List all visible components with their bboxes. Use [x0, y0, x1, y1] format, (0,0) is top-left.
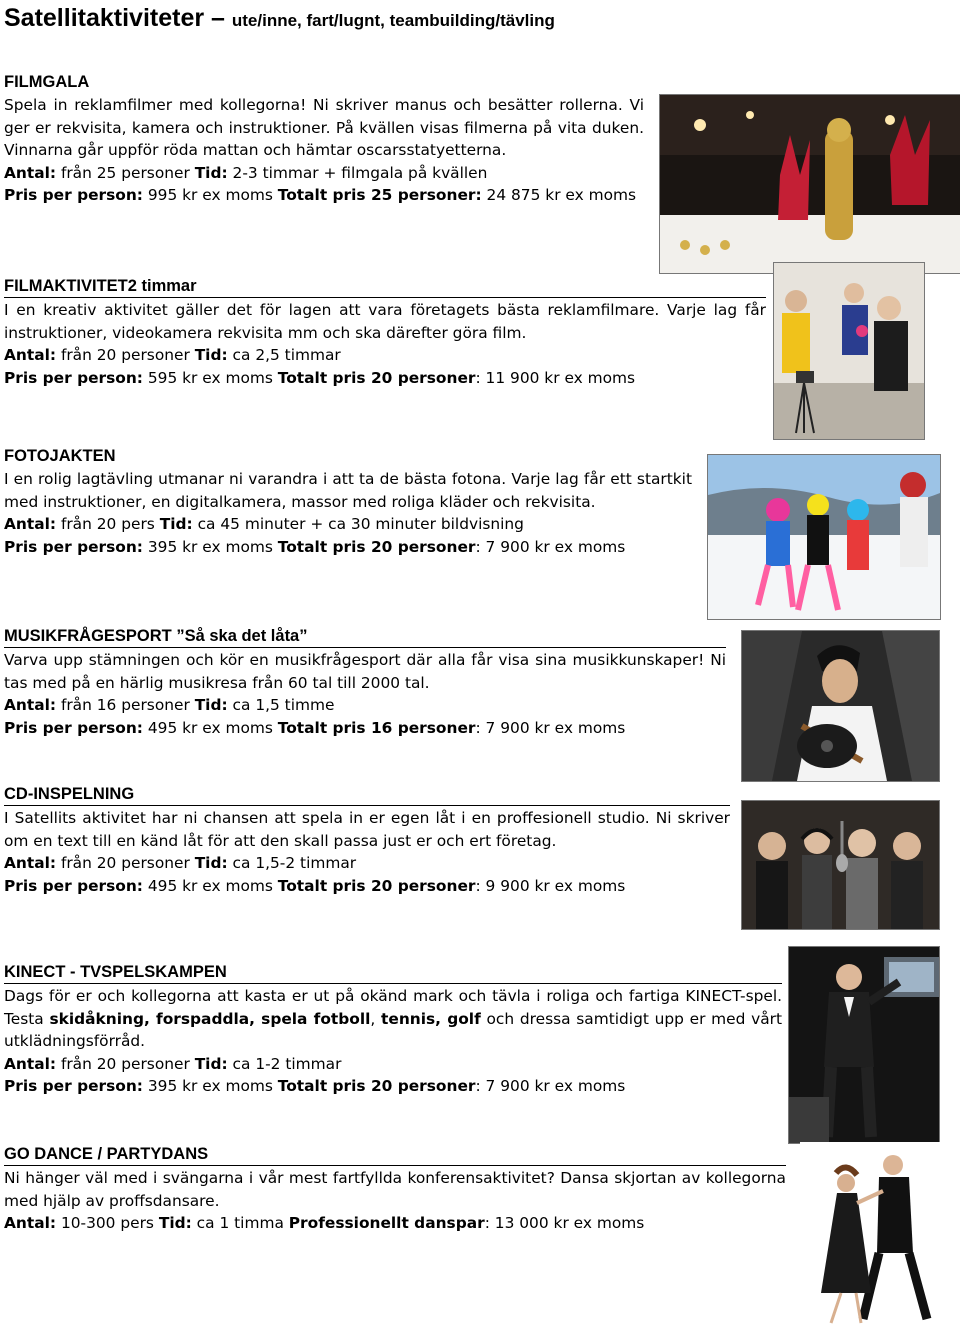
section-description: I Satellits aktivitet har ni chansen att spela in er egen låt i en proffesionell studio. Ni skriver om en text till en känd låt för att den skall passa just er och ert företag.	[4, 809, 730, 850]
title-sub: ute/inne, fart/lugnt, teambuilding/tävling	[231, 11, 555, 30]
section-heading: FOTOJAKTEN	[4, 447, 116, 465]
title-main: Satellitaktiviteter	[4, 4, 205, 32]
ski-costume-photo	[707, 454, 941, 620]
dance-couple-photo	[800, 1142, 942, 1330]
section-heading: CD-INSPELNING	[4, 784, 730, 806]
price-line: Pris per person: 495 kr ex moms Totalt pris 16 personer: 7 900 kr ex moms	[4, 718, 626, 737]
price-line: Pris per person: 495 kr ex moms Totalt pris 20 personer: 9 900 kr ex moms	[4, 876, 626, 895]
antal-line: Antal: från 25 personer Tid: 2-3 timmar + filmgala på kvällen	[4, 163, 488, 182]
section-heading: FILMGALA	[4, 73, 90, 91]
elvis-guitar-photo	[741, 630, 940, 782]
section-musikfragesport	[4, 626, 726, 739]
section-filmaktivitet	[4, 276, 766, 389]
section-description: I en rolig lagtävling utmanar ni varandra i att ta de bästa fotona. Varje lag får ett startkit med instruktioner, en digitalkamera, massor med roliga kläder och rekvisita.	[4, 470, 692, 511]
antal-line: Antal: från 20 personer Tid: ca 1-2 timmar	[4, 1054, 342, 1073]
price-line: Pris per person: 395 kr ex moms Totalt pris 20 personer: 7 900 kr ex moms	[4, 537, 626, 556]
section-filmgala	[4, 72, 644, 207]
antal-line: Antal: 10-300 pers Tid: ca 1 timma Professionellt danspar: 13 000 kr ex moms	[4, 1214, 645, 1232]
film-crew-photo	[773, 262, 925, 440]
section-description: I en kreativ aktivitet gäller det för lagen att vara företagets bästa reklamfilmare. Varje lag får instruktioner, videokamera rekvisita mm och ska därefter göra film.	[4, 301, 766, 342]
oscar-gala-photo	[659, 94, 960, 274]
page-title	[4, 2, 555, 37]
section-heading: KINECT - TVSPELSKAMPEN	[4, 962, 782, 984]
section-cd-inspelning	[4, 784, 730, 897]
antal-line: Antal: från 20 personer Tid: ca 2,5 timmar	[4, 346, 341, 364]
price-line: Pris per person: 395 kr ex moms Totalt pris 20 personer: 7 900 kr ex moms	[4, 1077, 626, 1095]
section-heading: FILMAKTIVITET2 timmar	[4, 276, 766, 298]
section-description: Varva upp stämningen och kör en musikfrågesport där alla får visa sina musikkunskaper! Ni tas med på en härlig musikresa från 60 tal till 2000 tal.	[4, 651, 726, 692]
price-line: Pris per person: 995 kr ex moms Totalt pris 25 personer: 24 875 kr ex moms	[4, 186, 637, 204]
section-description: Dags för er och kollegorna att kasta er ut på okänd mark och tävla i roliga och fartiga KINECT-spel. Testa skidåkning, forspaddla, spela fotboll, tennis, golf och dressa samtidigt upp er med vårt utklädningsförråd.	[4, 987, 782, 1050]
section-description: Ni hänger väl med i svängarna i vår mest fartfyllda konferensaktivitet? Dansa skjortan av kollegorna med hjälp av proffsdansare.	[4, 1169, 786, 1210]
antal-line: Antal: från 20 personer Tid: ca 1,5-2 timmar	[4, 854, 357, 872]
section-heading: GO DANCE / PARTYDANS	[4, 1144, 786, 1166]
antal-line: Antal: från 20 pers Tid: ca 45 minuter + ca 30 minuter bildvisning	[4, 515, 524, 533]
section-go-dance	[4, 1144, 786, 1235]
section-fotojakten	[4, 446, 692, 558]
price-line: Pris per person: 595 kr ex moms Totalt pris 20 personer: 11 900 kr ex moms	[4, 368, 636, 387]
recording-studio-photo	[741, 800, 940, 930]
kinect-player-photo	[788, 946, 940, 1144]
title-sep: –	[204, 4, 232, 32]
section-kinect	[4, 962, 782, 1098]
antal-line: Antal: från 16 personer Tid: ca 1,5 timme	[4, 696, 335, 714]
section-description: Spela in reklamfilmer med kollegorna! Ni skriver manus och besätter rollerna. Vi ger er rekvisita, kamera och instruktioner. På kvällen visas filmerna på vita duken. Vinnarna går uppför röda mattan och hämtar oscarsstatyetterna.	[4, 96, 644, 159]
section-heading: MUSIKFRÅGESPORT ”Så ska det låta”	[4, 626, 726, 648]
